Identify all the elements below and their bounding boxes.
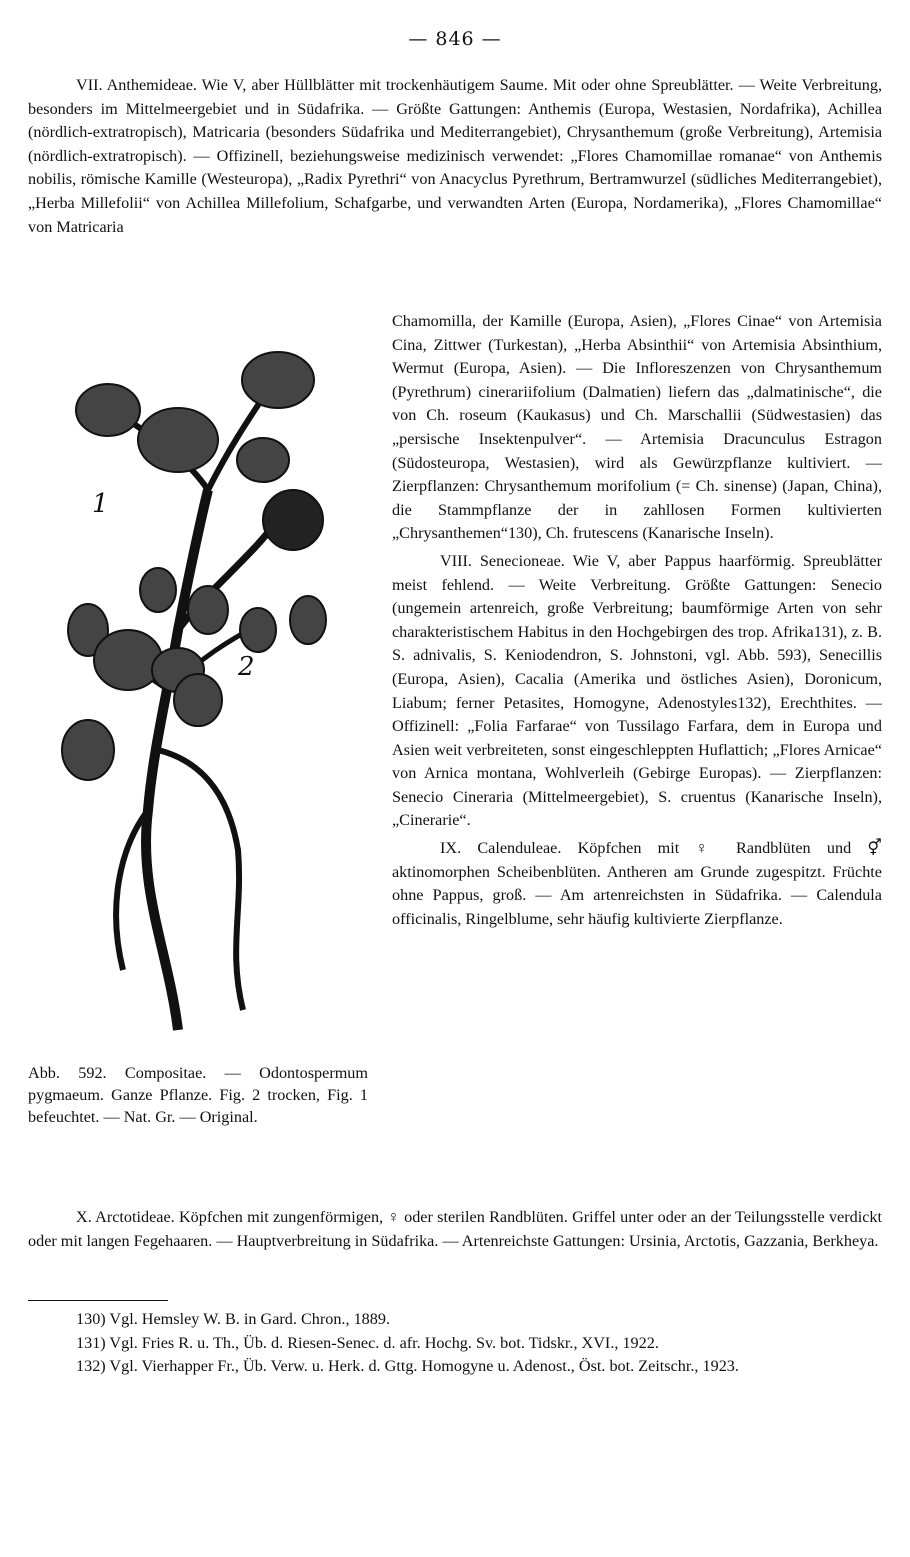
plant-illustration [28,330,378,1050]
footnote-132: 132) Vgl. Vierhapper Fr., Üb. Verw. u. Herk. d. Gttg. Homogyne u. Adenost., Öst. bot. Zeitschr., 1923. [76,1357,739,1376]
footnotes [28,1308,882,1379]
figure-label-1: 1 [92,489,109,519]
section-ix-paragraph: IX. Calenduleae. Köpfchen mit ♀ Randblüten und ⚥ aktinomorphen Scheibenblüten. Antheren am Grunde zugespitzt. Früchte ohne Pappus, groß. — Am artenreichsten in Südafrika. — Calendula officinalis, Ringelblume, sehr häufig kultivierte Zierpflanze. [392,839,882,928]
figure-label-2: 2 [238,652,255,682]
section-x-text [28,1206,882,1253]
footnote-130: 130) Vgl. Hemsley W. B. in Gard. Chron., 1889. [76,1310,390,1328]
section-vii-text [28,74,882,239]
footnote-131: 131) Vgl. Fries R. u. Th., Üb. d. Riesen-Senec. d. afr. Hochg. Sv. bot. Tidskr., XVI., 1922. [76,1333,659,1352]
page-number: — 846 — [408,28,502,50]
section-vii-continuation: Chamomilla, der Kamille (Europa, Asien), „Flores Cinae“ von Artemisia Cina, Zittwer (Turkestan), „Herba Absinthii“ von Artemisia Absinthium, Wermut (Europa, Asien). — Die Infloreszenzen von Chrysanthemum (Pyrethrum) cinerariifolium (Dalmatien) liefern das „dalmatinische“, die von Ch. roseum (Kaukasus) und Ch. Marschallii (Südwestasien) das „persische Insektenpulver“. — Artemisia Dracunculus Estragon (Südosteuropa, Westasien), wird als Gewürzpflanze kultiviert. — Zierpflanzen: Chrysanthemum morifolium (= Ch. sinense) (Japan, China), die Stammpflanze der in zahllosen Formen kultivierten „Chrysanthemen“130), Ch. frutescens (Kanarische Inseln). [392,312,882,543]
section-vii-paragraph: VII. Anthemideae. Wie V, aber Hüllblätter mit trockenhäutigem Saume. Mit oder ohne Spreublätter. — Weite Verbreitung, besonders im Mittelmeergebiet und in Südafrika. — Größte Gattungen: Anthemis (Europa, Westasien, Nordafrika), Achillea (nördlich-extratropisch), Matricaria (besonders Südafrika und Mediterrangebiet), Chrysanthemum (große Verbreitung), Artemisia (nördlich-extratropisch). — Offizinell, beziehungsweise medizinisch verwendet: „Flores Chamomillae romanae“ von Anthemis nobilis, römische Kamille (Westeuropa), „Radix Pyrethri“ von Anacyclus Pyrethrum, Bertramwurzel (südliches Mediterrangebiet), „Herba Millefolii“ von Achillea Millefolium, Schafgarbe, und verwandten Arten (Europa, Nordamerika), „Flores Chamomillae“ von Matricaria [28,76,882,236]
odontospermum-drawing [28,330,378,1050]
right-column [392,310,882,931]
figure-caption: Abb. 592. Compositae. — Odontospermum pygmaeum. Ganze Pflanze. Fig. 2 trocken, Fig. 1 befeuchtet. — Nat. Gr. — Original. [28,1064,368,1126]
footnote-rule [28,1300,168,1301]
section-x-paragraph: X. Arctotideae. Köpfchen mit zungenförmigen, ♀ oder sterilen Randblüten. Griffel unter oder an der Teilungsstelle verdickt oder mit langen Fegehaaren. — Hauptverbreitung in Südafrika. — Artenreichste Gattungen: Ursinia, Arctotis, Gazzania, Berkheya. [28,1208,882,1250]
section-viii-paragraph: VIII. Senecioneae. Wie V, aber Pappus haarförmig. Spreublätter meist fehlend. — Weite Verbreitung. Größte Gattungen: Senecio (ungemein artenreich, große Verbreitung; baumförmige Arten von sehr charakteristischem Habitus in den Hochgebirgen des trop. Afrika131), z. B. S. adnivalis, S. Keniodendron, S. Johnstoni, vgl. Abb. 593), Senecillis (Europa, Asien), Cacalia (Amerika und östliches Asien), Doronicum, Liabum; ferner Petasites, Homogyne, Adenostyles132), Erechthites. — Offizinell: „Folia Farfarae“ von Tussilago Farfara, dem in Europa und Asien weit verbreiteten, sonst eingeschleppten Huflattich; „Flores Arnicae“ von Arnica montana, Wohlverleih (Gebirge Europas). — Zierpflanzen: Senecio Cineraria (Mittelmeergebiet), S. cruentus (Kanarische Inseln), „Cinerarie“. [392,551,882,830]
